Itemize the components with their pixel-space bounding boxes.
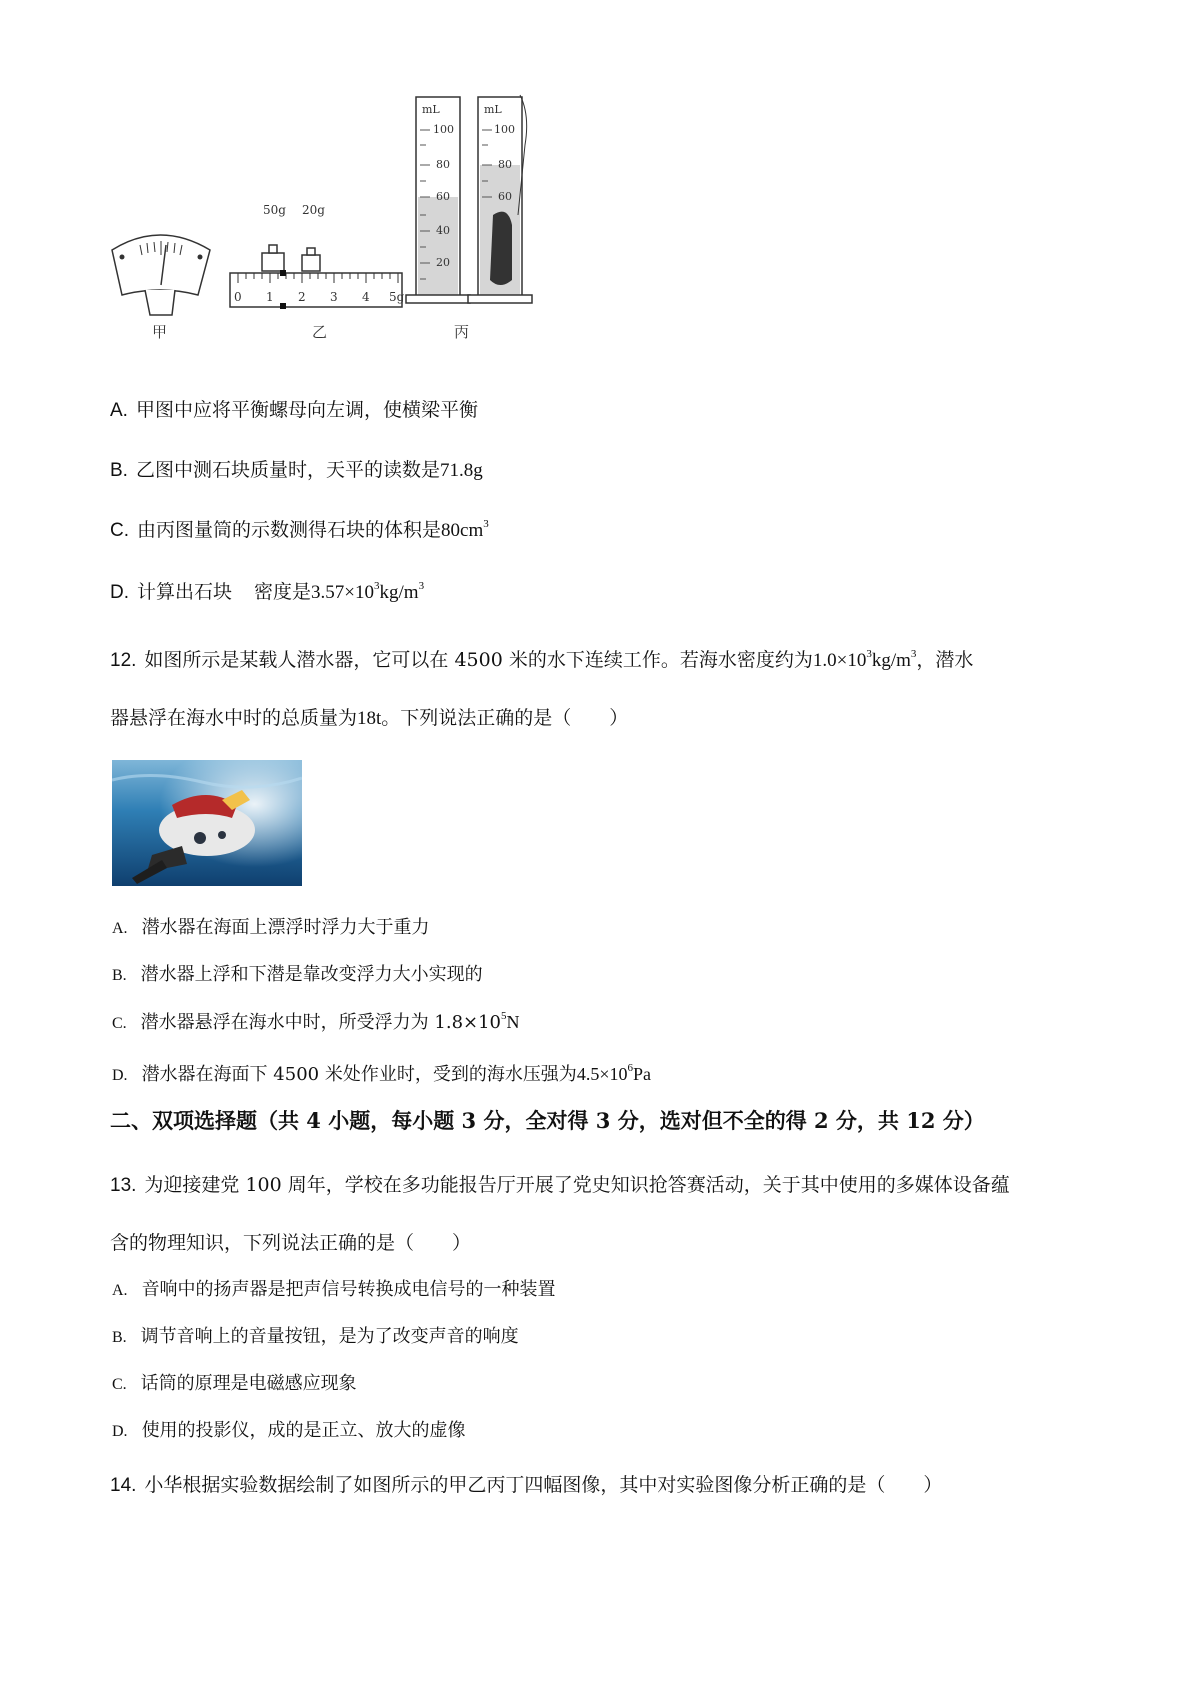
q12-option-b-label: B. bbox=[112, 967, 127, 984]
q12-option-d-label: D. bbox=[112, 1067, 128, 1084]
q12-option-d-value: 4.5×10 bbox=[576, 1064, 628, 1084]
q13-stem-line2 bbox=[110, 1228, 471, 1255]
q12-option-c-label: C. bbox=[112, 1015, 127, 1032]
q11-option-d-label: D. bbox=[110, 582, 129, 603]
submersible-photo-svg bbox=[112, 760, 302, 886]
ruler-tick-0: 0 bbox=[234, 290, 242, 304]
q11-option-d-text: 计算出石块 bbox=[137, 581, 233, 603]
ruler-tick-5: 5g bbox=[389, 290, 405, 304]
q12-option-d-unit: Pa bbox=[632, 1064, 651, 1084]
q11-option-c-label: C. bbox=[110, 520, 129, 541]
q11-option-a-label: A. bbox=[110, 400, 128, 421]
q13-line2: 含的物理知识，下列说法正确的是（ ） bbox=[110, 1232, 472, 1254]
q14-text: 小华根据实验数据绘制了如图所示的甲乙丙丁四幅图像，其中对实验图像分析正确的是（ ） bbox=[144, 1474, 943, 1496]
q13-option-a-text: 音响中的扬声器是把声信号转换成电信号的一种装置 bbox=[141, 1279, 556, 1300]
q12-stem-line1 bbox=[110, 645, 973, 672]
q12-line2-b: 。下列说法正确的是（ ） bbox=[381, 707, 629, 729]
caption-jia: 甲 bbox=[152, 323, 168, 341]
q13-option-d-text: 使用的投影仪，成的是正立、放大的虚像 bbox=[141, 1420, 466, 1441]
q13-option-a bbox=[112, 1275, 556, 1301]
balance-pointer-dial bbox=[112, 235, 210, 315]
q11-option-d-unit: kg/m bbox=[379, 582, 419, 603]
submersible-photo bbox=[112, 760, 302, 886]
q11-option-b-label: B. bbox=[110, 460, 128, 481]
q11-option-b-text: 乙图中测石块质量时，天平的读数是 bbox=[135, 459, 440, 481]
q13-option-c-label: C. bbox=[112, 1376, 127, 1393]
q11-option-c-value: 80cm bbox=[441, 520, 484, 541]
q14-stem bbox=[110, 1470, 942, 1497]
caption-bing: 丙 bbox=[454, 323, 470, 341]
q12-option-d bbox=[112, 1060, 651, 1086]
q12-line1-a: 如图所示是某载人潜水器，它可以在 4500 米的水下连续工作。若海水密度约为 bbox=[144, 649, 813, 671]
q11-option-a bbox=[110, 395, 478, 422]
weight-50g-label: 50g bbox=[263, 203, 286, 217]
q13-option-b-label: B. bbox=[112, 1329, 127, 1346]
q11-option-a-text: 甲图中应将平衡螺母向左调，使横梁平衡 bbox=[135, 399, 478, 421]
q11-option-d-text2: 密度是 bbox=[254, 581, 312, 603]
q13-option-b bbox=[112, 1322, 519, 1348]
q12-line1-value: 1.0×10 bbox=[812, 650, 867, 671]
q11-option-d-sup: 3 bbox=[374, 580, 380, 592]
ruler-tick-4: 4 bbox=[362, 290, 370, 304]
q13-option-c bbox=[112, 1369, 357, 1395]
cylinder1-tick-20: 20 bbox=[436, 256, 450, 269]
q13-option-d bbox=[112, 1416, 466, 1442]
q11-option-d-unit-sup: 3 bbox=[418, 580, 425, 592]
caption-yi: 乙 bbox=[312, 323, 328, 341]
cylinder2-unit: mL bbox=[484, 103, 502, 116]
q13-option-d-label: D. bbox=[112, 1423, 128, 1440]
q12-option-a-label: A. bbox=[112, 920, 128, 937]
cylinder2-tick-80: 80 bbox=[498, 158, 512, 171]
q12-number: 12. bbox=[110, 650, 137, 671]
ruler-tick-2: 2 bbox=[298, 290, 306, 304]
q12-option-b bbox=[112, 960, 483, 986]
q12-line2-a: 器悬浮在海水中时的总质量为 bbox=[110, 707, 358, 729]
q13-option-a-label: A. bbox=[112, 1282, 128, 1299]
q13-stem-line1 bbox=[110, 1170, 1010, 1197]
q13-option-c-text: 话筒的原理是电磁感应现象 bbox=[140, 1373, 357, 1394]
q12-line1-sup: 3 bbox=[866, 648, 872, 660]
q12-option-b-text: 潜水器上浮和下潜是靠改变浮力大小实现的 bbox=[140, 964, 483, 985]
q11-option-b-value: 71.8g bbox=[439, 460, 483, 481]
q11-option-d-value: 3.57×10 bbox=[311, 582, 374, 603]
rider-ruler bbox=[230, 270, 405, 309]
q12-option-c-text: 潜水器悬浮在海水中时，所受浮力为 1.8×10 bbox=[140, 1012, 502, 1033]
ruler-tick-3: 3 bbox=[330, 290, 338, 304]
q11-option-c bbox=[110, 515, 489, 542]
q12-line2-value: 18t bbox=[357, 708, 382, 729]
cylinder1-tick-100: 100 bbox=[433, 123, 454, 136]
q12-line1-unit: kg/m bbox=[871, 650, 911, 671]
figure-balance-svg bbox=[100, 85, 560, 345]
q12-option-c-unit: N bbox=[506, 1012, 520, 1032]
cylinder1-tick-80: 80 bbox=[436, 158, 450, 171]
q11-option-c-sup: 3 bbox=[483, 518, 489, 530]
weight-20g bbox=[302, 248, 320, 271]
q13-option-b-text: 调节音响上的音量按钮，是为了改变声音的响度 bbox=[140, 1326, 519, 1347]
q13-number: 13. bbox=[110, 1175, 137, 1196]
figure-balance-experiment bbox=[100, 85, 560, 345]
q12-line1-unit-sup: 3 bbox=[910, 648, 917, 660]
cylinder2-tick-100: 100 bbox=[494, 123, 515, 136]
cylinder1-tick-40: 40 bbox=[436, 224, 450, 237]
cylinder2-tick-60: 60 bbox=[498, 190, 512, 203]
q12-stem-line2 bbox=[110, 703, 628, 730]
q14-number: 14. bbox=[110, 1475, 137, 1496]
section-2-heading: 二、双项选择题（共 4 小题，每小题 3 分，全对得 3 分，选对但不全的得 2 分，共 12 分） bbox=[110, 1108, 985, 1133]
q12-option-d-text: 潜水器在海面下 4500 米处作业时，受到的海水压强为 bbox=[141, 1064, 577, 1085]
q11-option-c-text: 由丙图量筒的示数测得石块的体积是 bbox=[137, 519, 442, 541]
cylinder1-tick-60: 60 bbox=[436, 190, 450, 203]
ruler-tick-1: 1 bbox=[266, 290, 274, 304]
weight-50g bbox=[262, 245, 284, 271]
stone-shape bbox=[490, 212, 512, 285]
weight-20g-label: 20g bbox=[302, 203, 325, 217]
q11-option-b bbox=[110, 455, 483, 482]
q13-line1: 为迎接建党 100 周年，学校在多功能报告厅开展了党史知识抢答赛活动，关于其中使用的多媒体设备蕴 bbox=[144, 1174, 1010, 1196]
q11-option-d bbox=[110, 577, 424, 604]
q12-option-d-sup: 6 bbox=[627, 1062, 633, 1074]
cylinder1-unit: mL bbox=[422, 103, 440, 116]
q12-option-c bbox=[112, 1008, 520, 1034]
q12-option-a bbox=[112, 913, 430, 939]
q12-option-a-text: 潜水器在海面上漂浮时浮力大于重力 bbox=[141, 917, 430, 938]
q12-line1-b: ，潜水 bbox=[916, 649, 974, 671]
q12-option-c-sup: 5 bbox=[501, 1010, 507, 1022]
